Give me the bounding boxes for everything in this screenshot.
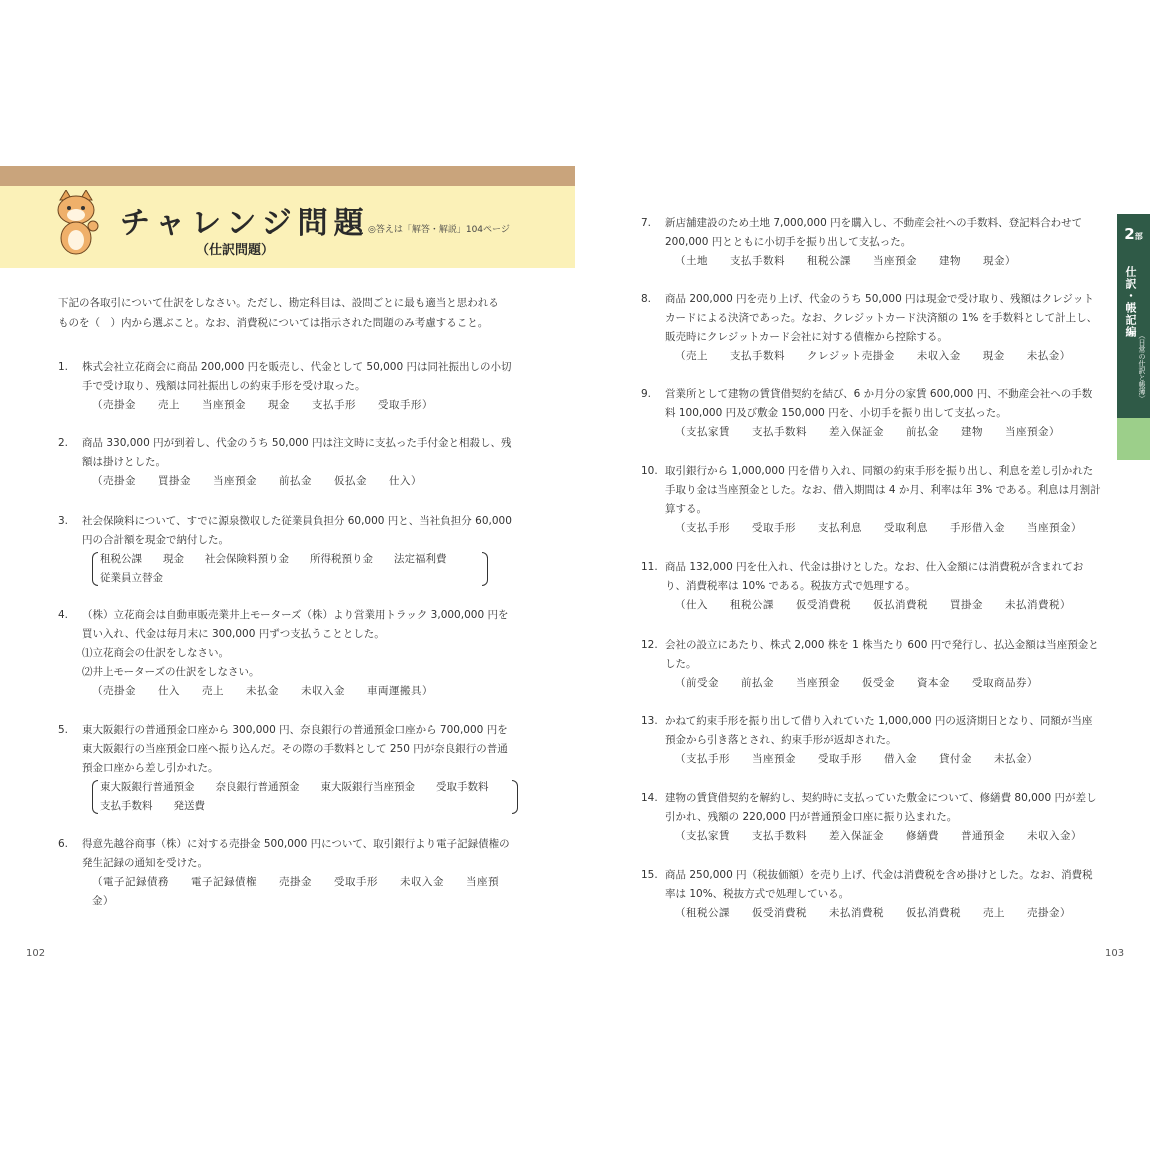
question-13 — [641, 712, 1101, 769]
question-text: 新店舗建設のため土地 7,000,000 円を購入し、不動産会社への手数料、登記料合わせて 200,000 円とともに小切手を振り出して支払った。 — [665, 217, 1083, 248]
question-number: 3. — [58, 515, 69, 527]
question-text: 商品 200,000 円を売り上げ、代金のうち 50,000 円は現金で受け取り、残額はクレジットカードによる決済であった。なお、クレジットカード決済額の 1% を手数料として計上し、販売時にクレジットカード会社に対する債権から控除する。 — [665, 293, 1098, 343]
answer-options: （土地 支払手数料 租税公課 当座預金 建物 現金） — [675, 255, 1016, 267]
answer-options: （支払手形 受取手形 支払利息 受取利息 手形借入金 当座預金） — [675, 522, 1082, 534]
question-text: 社会保険料について、すでに源泉徴収した従業員負担分 60,000 円と、当社負担分 60,000 円の合計額を現金で納付した。 — [82, 515, 512, 546]
answer-options: （支払家賃 支払手数料 差入保証金 前払金 建物 当座預金） — [675, 426, 1060, 438]
intro-text: 下記の各取引について仕訳をしなさい。ただし、勘定科目は、設問ごとに最も適当と思われるものを（ ）内から選ぶこと。なお、消費税については指示された問題のみ考慮すること。 — [58, 297, 499, 329]
question-number: 4. — [58, 609, 69, 621]
question-text: 営業所として建物の賃貸借契約を結び、6 か月分の家賃 600,000 円、不動産会社への手数料 100,000 円及び敷金 150,000 円を、小切手を振り出して支払った。 — [665, 388, 1093, 419]
question-number: 10. — [641, 465, 658, 477]
question-number: 13. — [641, 715, 658, 727]
page-subtitle: （仕訳問題） — [196, 243, 275, 258]
question-text: 会社の設立にあたり、株式 2,000 株を 1 株当たり 600 円で発行し、払込金額は当座預金とした。 — [665, 639, 1099, 670]
question-number: 2. — [58, 437, 69, 449]
chapter-number — [1117, 226, 1150, 245]
question-text: 商品 250,000 円（税抜価額）を売り上げ、代金は消費税を含め掛けとした。なお、消費税率は 10%、税抜方式で処理している。 — [665, 869, 1093, 900]
answer-options: （支払家賃 支払手数料 差入保証金 修繕費 普通預金 未収入金） — [675, 830, 1082, 842]
answer-options: （電子記録債務 電子記録債権 売掛金 受取手形 未収入金 当座預金） — [92, 876, 499, 907]
question-15 — [641, 866, 1101, 923]
answer-options-line: 支払手数料 発送費 — [100, 800, 205, 812]
question-4 — [58, 606, 513, 701]
sub-question: ⑴立花商会の仕訳をしなさい。 — [82, 647, 229, 659]
question-text: 商品 132,000 円を仕入れ、代金は掛けとした。なお、仕入金額には消費税が含まれており、消費税率は 10% である。税抜方式で処理する。 — [665, 561, 1084, 592]
question-number: 15. — [641, 869, 658, 881]
answer-options-line: 東大阪銀行普通預金 奈良銀行普通預金 東大阪銀行当座預金 受取手数料 — [100, 781, 489, 793]
answer-options-line: 従業員立替金 — [100, 572, 163, 584]
question-text: 商品 330,000 円が到着し、代金のうち 50,000 円は注文時に支払った手付金と相殺し、残額は掛けとした。 — [82, 437, 512, 468]
right-page — [575, 0, 1150, 1150]
question-number: 5. — [58, 724, 69, 736]
question-3 — [58, 512, 513, 588]
header-stripe — [0, 166, 575, 186]
answer-options: （売掛金 仕入 売上 未払金 未収入金 車両運搬具） — [92, 685, 433, 697]
question-text: 株式会社立花商会に商品 200,000 円を販売し、代金として 50,000 円は同社振出しの小切手で受け取り、残額は同社振出しの約束手形を受け取った。 — [82, 361, 512, 392]
question-number: 6. — [58, 838, 69, 850]
question-text: かねて約束手形を振り出して借り入れていた 1,000,000 円の返済期日となり、同額が当座預金から引き落とされ、約束手形が返却された。 — [665, 715, 1093, 746]
question-2 — [58, 434, 513, 491]
page-title: チャレンジ問題 — [120, 206, 370, 241]
question-text: 得意先越谷商事（株）に対する売掛金 500,000 円について、取引銀行より電子記録債権の発生記録の通知を受けた。 — [82, 838, 510, 869]
question-number: 11. — [641, 561, 658, 573]
question-5 — [58, 721, 513, 816]
answer-options: （租税公課 仮受消費税 未払消費税 仮払消費税 売上 売掛金） — [675, 907, 1071, 919]
page-number: 102 — [26, 948, 46, 959]
answer-options: （売掛金 売上 当座預金 現金 支払手形 受取手形） — [92, 399, 433, 411]
question-number: 1. — [58, 361, 69, 373]
answer-options: （売上 支払手数料 クレジット売掛金 未収入金 現金 未払金） — [675, 350, 1071, 362]
question-9 — [641, 385, 1101, 442]
chapter-tab-light — [1117, 418, 1150, 460]
question-6 — [58, 835, 513, 911]
question-text: 東大阪銀行の普通預金口座から 300,000 円、奈良銀行の普通預金口座から 700,000 円を東大阪銀行の当座預金口座へ振り込んだ。その際の手数料として 250 円が奈良銀行の普通預金口座から差し引かれた。 — [82, 724, 508, 774]
question-12 — [641, 636, 1101, 693]
question-10 — [641, 462, 1101, 538]
question-number: 14. — [641, 792, 658, 804]
chapter-suffix: 部 — [1134, 232, 1143, 241]
question-14 — [641, 789, 1101, 846]
question-1 — [58, 358, 513, 415]
question-8 — [641, 290, 1101, 366]
question-number: 8. — [641, 293, 652, 305]
answer-options-line: 租税公課 現金 社会保険料預り金 所得税預り金 法定福利費 — [100, 553, 447, 565]
question-text: （株）立花商会は自動車販売業井上モーターズ（株）より営業用トラック 3,000,000 円を買い入れ、代金は毎月末に 300,000 円ずつ支払うこととした。 — [82, 609, 509, 640]
answer-options: （支払手形 当座預金 受取手形 借入金 貸付金 未払金） — [675, 753, 1038, 765]
cat-mascot-icon — [46, 190, 106, 260]
chapter-num: 2 — [1124, 225, 1135, 243]
answer-reference: ◎答えは「解答・解説」104ページ — [368, 225, 510, 235]
question-7 — [641, 214, 1101, 271]
chapter-title: 仕訳・帳記編 — [1124, 266, 1137, 338]
answer-options — [92, 550, 488, 588]
answer-options: （仕入 租税公課 仮受消費税 仮払消費税 買掛金 未払消費税） — [675, 599, 1071, 611]
chapter-subtitle: （日常の仕訳と帳簿） — [1138, 332, 1146, 402]
question-number: 12. — [641, 639, 658, 651]
question-11 — [641, 558, 1101, 615]
question-text: 取引銀行から 1,000,000 円を借り入れ、同額の約束手形を振り出し、利息を差し引かれた手取り金は当座預金とした。なお、借入期間は 4 か月、利率は年 3% である。利息は月割計算する。 — [665, 465, 1101, 515]
answer-options: （売掛金 買掛金 当座預金 前払金 仮払金 仕入） — [92, 475, 422, 487]
question-number: 9. — [641, 388, 652, 400]
question-number: 7. — [641, 217, 652, 229]
question-text: 建物の賃貸借契約を解約し、契約時に支払っていた敷金について、修繕費 80,000 円が差し引かれ、残額の 220,000 円が普通預金口座に振り込まれた。 — [665, 792, 1097, 823]
answer-options — [92, 778, 518, 816]
page-number: 103 — [1105, 948, 1125, 959]
answer-options: （前受金 前払金 当座預金 仮受金 資本金 受取商品券） — [675, 677, 1038, 689]
chapter-tab — [1117, 214, 1150, 460]
sub-question: ⑵井上モーターズの仕訳をしなさい。 — [82, 666, 260, 678]
